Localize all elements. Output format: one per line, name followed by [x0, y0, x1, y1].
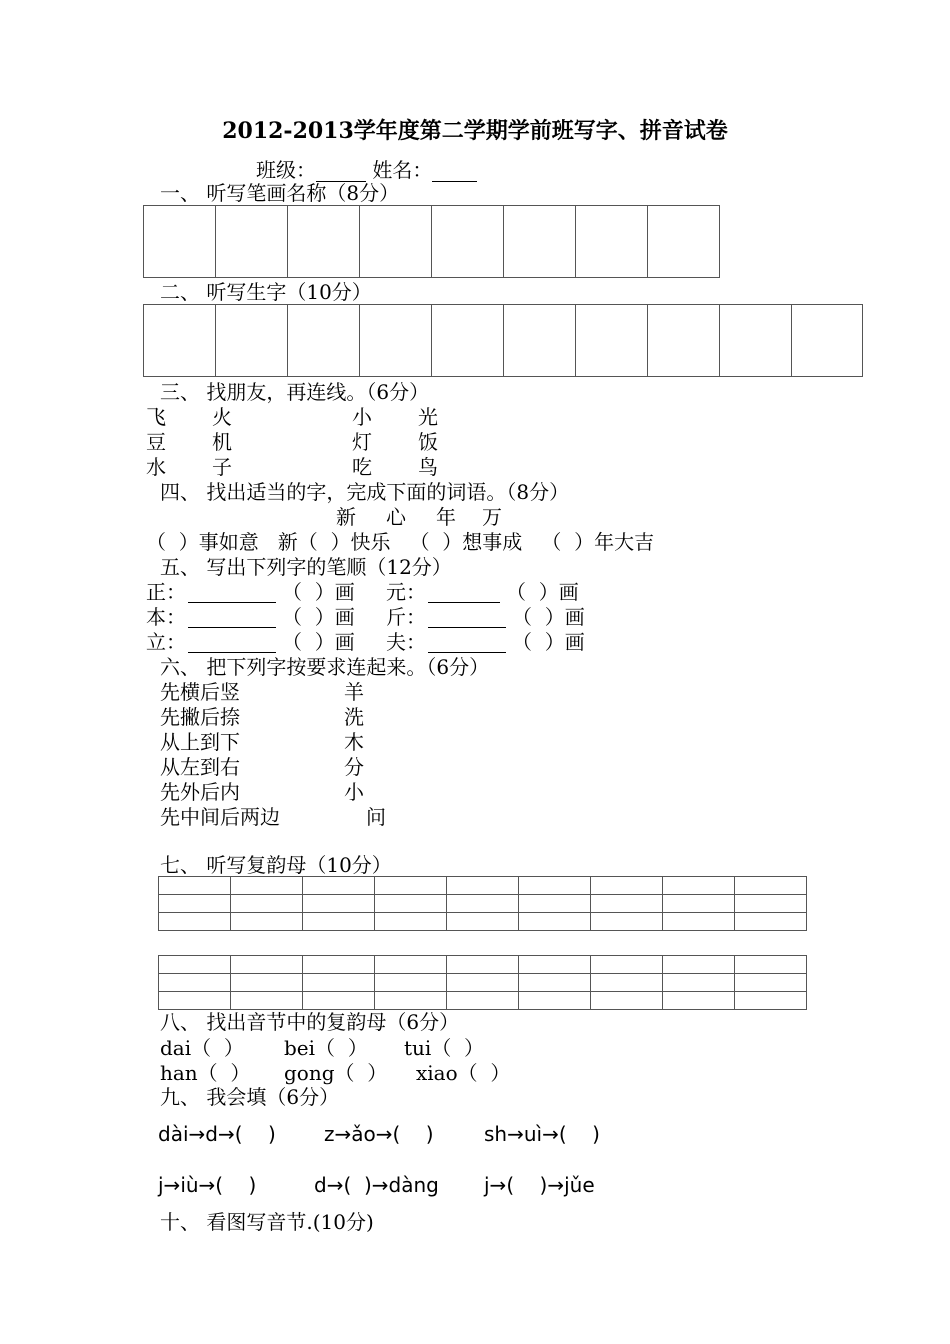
match-char[interactable]: 灯: [352, 430, 372, 454]
stroke-count[interactable]: （ ）画: [506, 580, 579, 604]
match-char[interactable]: 火: [212, 405, 232, 429]
name-label: 姓名：: [372, 158, 433, 182]
pinyin-fill-item[interactable]: dài→d→( ): [158, 1122, 276, 1146]
stroke-label: 正：: [146, 580, 186, 604]
pinyin-grid-1[interactable]: [158, 876, 807, 931]
syllable-item[interactable]: gong（ ）: [284, 1061, 388, 1085]
char-item[interactable]: 问: [366, 805, 386, 829]
section-5-heading: 五、 写出下列字的笔顺（12分）: [160, 555, 452, 579]
answer-box[interactable]: [792, 305, 863, 377]
answer-box[interactable]: [360, 305, 432, 377]
syllable-item[interactable]: han（ ）: [160, 1061, 251, 1085]
answer-box[interactable]: [576, 305, 648, 377]
stroke-order-blank[interactable]: [188, 582, 276, 603]
stroke-count[interactable]: （ ）画: [282, 580, 355, 604]
answer-box[interactable]: [720, 305, 792, 377]
word-bank-item: 心: [386, 505, 406, 529]
rule-item[interactable]: 先撇后捺: [160, 705, 240, 729]
rule-item[interactable]: 先中间后两边: [160, 805, 280, 829]
stroke-label: 斤：: [386, 605, 426, 629]
page-title: 2012-2013学年度第二学期学前班写字、拼音试卷: [222, 118, 728, 144]
stroke-order-blank[interactable]: [428, 632, 506, 653]
stroke-order-blank[interactable]: [188, 632, 276, 653]
pinyin-grid-2[interactable]: [158, 955, 807, 1010]
stroke-order-blank[interactable]: [188, 607, 276, 628]
class-blank[interactable]: [316, 161, 366, 182]
match-char[interactable]: 吃: [352, 455, 372, 479]
class-name-line: [256, 158, 477, 182]
stroke-order-blank[interactable]: [428, 607, 506, 628]
match-char[interactable]: 饭: [418, 430, 438, 454]
char-item[interactable]: 羊: [344, 680, 364, 704]
section-4-heading: 四、 找出适当的字，完成下面的词语。（8分）: [160, 480, 570, 504]
pinyin-fill-item[interactable]: j→( )→jǔe: [484, 1173, 595, 1197]
section-8-heading: 八、 找出音节中的复韵母（6分）: [160, 1010, 460, 1034]
stroke-label: 立：: [146, 630, 186, 654]
stroke-label: 元：: [386, 580, 426, 604]
char-item[interactable]: 洗: [344, 705, 364, 729]
stroke-count[interactable]: （ ）画: [512, 630, 585, 654]
rule-item[interactable]: 先外后内: [160, 780, 240, 804]
answer-box[interactable]: [432, 305, 504, 377]
match-char[interactable]: 飞: [146, 405, 166, 429]
class-label: 班级：: [256, 158, 316, 182]
section-10-heading: 十、 看图写音节.(10分): [160, 1210, 374, 1234]
rule-item[interactable]: 从左到右: [160, 755, 240, 779]
section-2-heading: 二、 听写生字（10分）: [160, 280, 372, 304]
pinyin-fill-item[interactable]: sh→uì→( ): [484, 1122, 600, 1146]
stroke-label: 夫：: [386, 630, 426, 654]
answer-box[interactable]: [504, 305, 576, 377]
name-blank[interactable]: [432, 161, 477, 182]
stroke-count[interactable]: （ ）画: [282, 630, 355, 654]
answer-box[interactable]: [648, 305, 720, 377]
answer-box[interactable]: [360, 206, 432, 278]
pinyin-fill-item[interactable]: j→iù→( ): [158, 1173, 257, 1197]
syllable-item[interactable]: xiao（ ）: [416, 1061, 511, 1085]
answer-box[interactable]: [216, 206, 288, 278]
answer-box[interactable]: [144, 305, 216, 377]
stroke-label: 本：: [146, 605, 186, 629]
answer-box[interactable]: [144, 206, 216, 278]
answer-box[interactable]: [432, 206, 504, 278]
answer-box[interactable]: [288, 206, 360, 278]
char-item[interactable]: 分: [344, 755, 364, 779]
stroke-count[interactable]: （ ）画: [282, 605, 355, 629]
word-bank-item: 万: [482, 505, 502, 529]
rule-item[interactable]: 先横后竖: [160, 680, 240, 704]
answer-box[interactable]: [504, 206, 576, 278]
word-bank-item: 年: [436, 505, 456, 529]
pinyin-fill-item[interactable]: d→( )→dàng: [314, 1173, 439, 1197]
section-1-heading: 一、 听写笔画名称（8分）: [160, 181, 400, 205]
section-2-grid: [143, 304, 863, 377]
pinyin-fill-item[interactable]: z→ǎo→( ): [324, 1122, 434, 1146]
match-char[interactable]: 鸟: [418, 455, 438, 479]
syllable-item[interactable]: bei（ ）: [284, 1036, 368, 1060]
rule-item[interactable]: 从上到下: [160, 730, 240, 754]
answer-box[interactable]: [648, 206, 720, 278]
section-1-grid: [143, 205, 720, 278]
match-char[interactable]: 子: [212, 455, 232, 479]
match-char[interactable]: 豆: [146, 430, 166, 454]
match-char[interactable]: 小: [352, 405, 372, 429]
char-item[interactable]: 小: [344, 780, 364, 804]
word-bank-item: 新: [336, 505, 356, 529]
match-char[interactable]: 光: [418, 405, 438, 429]
fill-in-words-line[interactable]: （ ）事如意 新（ ）快乐 （ ）想事成 （ ）年大吉: [146, 530, 655, 554]
answer-box[interactable]: [288, 305, 360, 377]
match-char[interactable]: 水: [146, 455, 166, 479]
char-item[interactable]: 木: [344, 730, 364, 754]
syllable-item[interactable]: dai（ ）: [160, 1036, 244, 1060]
section-3-heading: 三、 找朋友，再连线。（6分）: [160, 380, 430, 404]
match-char[interactable]: 机: [212, 430, 232, 454]
section-7-heading: 七、 听写复韵母（10分）: [160, 853, 392, 877]
stroke-count[interactable]: （ ）画: [512, 605, 585, 629]
stroke-order-blank[interactable]: [428, 582, 500, 603]
syllable-item[interactable]: tui（ ）: [404, 1036, 485, 1060]
section-9-heading: 九、 我会填（6分）: [160, 1085, 340, 1109]
section-6-heading: 六、 把下列字按要求连起来。（6分）: [160, 655, 490, 679]
answer-box[interactable]: [216, 305, 288, 377]
answer-box[interactable]: [576, 206, 648, 278]
